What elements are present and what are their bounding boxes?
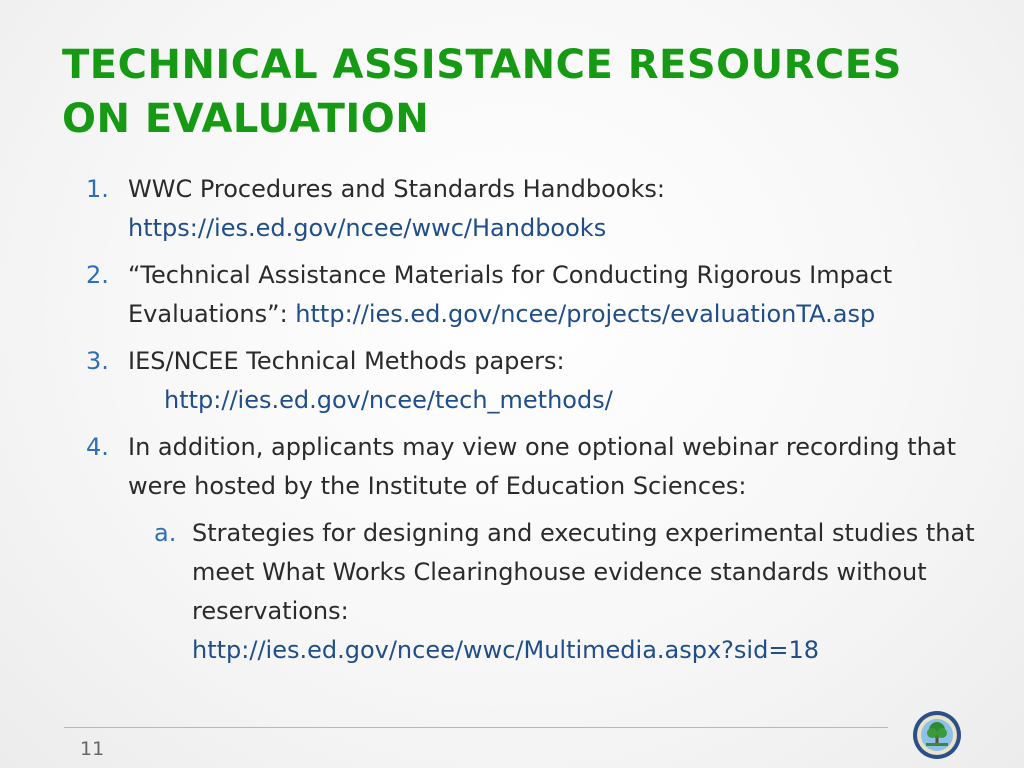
item-text: IES/NCEE Technical Methods papers:: [128, 347, 565, 375]
list-marker: 3.: [86, 347, 109, 375]
list-marker: 2.: [86, 261, 109, 289]
page-number: 11: [80, 738, 105, 760]
footer-divider: [64, 727, 888, 728]
tech-methods-link[interactable]: http://ies.ed.gov/ncee/tech_methods/: [164, 386, 613, 414]
list-item-3: [86, 342, 986, 420]
item-text: WWC Procedures and Standards Handbooks:: [128, 175, 665, 203]
sub-marker: a.: [154, 519, 177, 547]
list-item-4: [86, 428, 986, 670]
multimedia-link[interactable]: http://ies.ed.gov/ncee/wwc/Multimedia.aspx?sid=18: [192, 636, 819, 664]
handbooks-link[interactable]: https://ies.ed.gov/ncee/wwc/Handbooks: [128, 214, 607, 242]
sub-item-text: Strategies for designing and executing experimental studies that meet What Works Clearinghouse evidence standards without reservations:: [192, 519, 975, 625]
resource-list: [86, 170, 986, 678]
sub-item-a: [128, 514, 986, 670]
list-marker: 1.: [86, 175, 109, 203]
list-item-2: [86, 256, 986, 334]
slide-title: TECHNICAL ASSISTANCE RESOURCES ON EVALUATION: [62, 42, 902, 142]
list-item-1: [86, 170, 986, 248]
item-text: In addition, applicants may view one optional webinar recording that were hosted by the Institute of Education Sciences:: [128, 433, 957, 500]
list-marker: 4.: [86, 433, 109, 461]
item-text: “Technical Assistance Materials for Conducting Rigorous Impact Evaluations”:: [128, 261, 893, 328]
evaluation-ta-link[interactable]: http://ies.ed.gov/ncee/projects/evaluationTA.asp: [295, 300, 876, 328]
department-of-education-seal-icon: [912, 710, 962, 760]
